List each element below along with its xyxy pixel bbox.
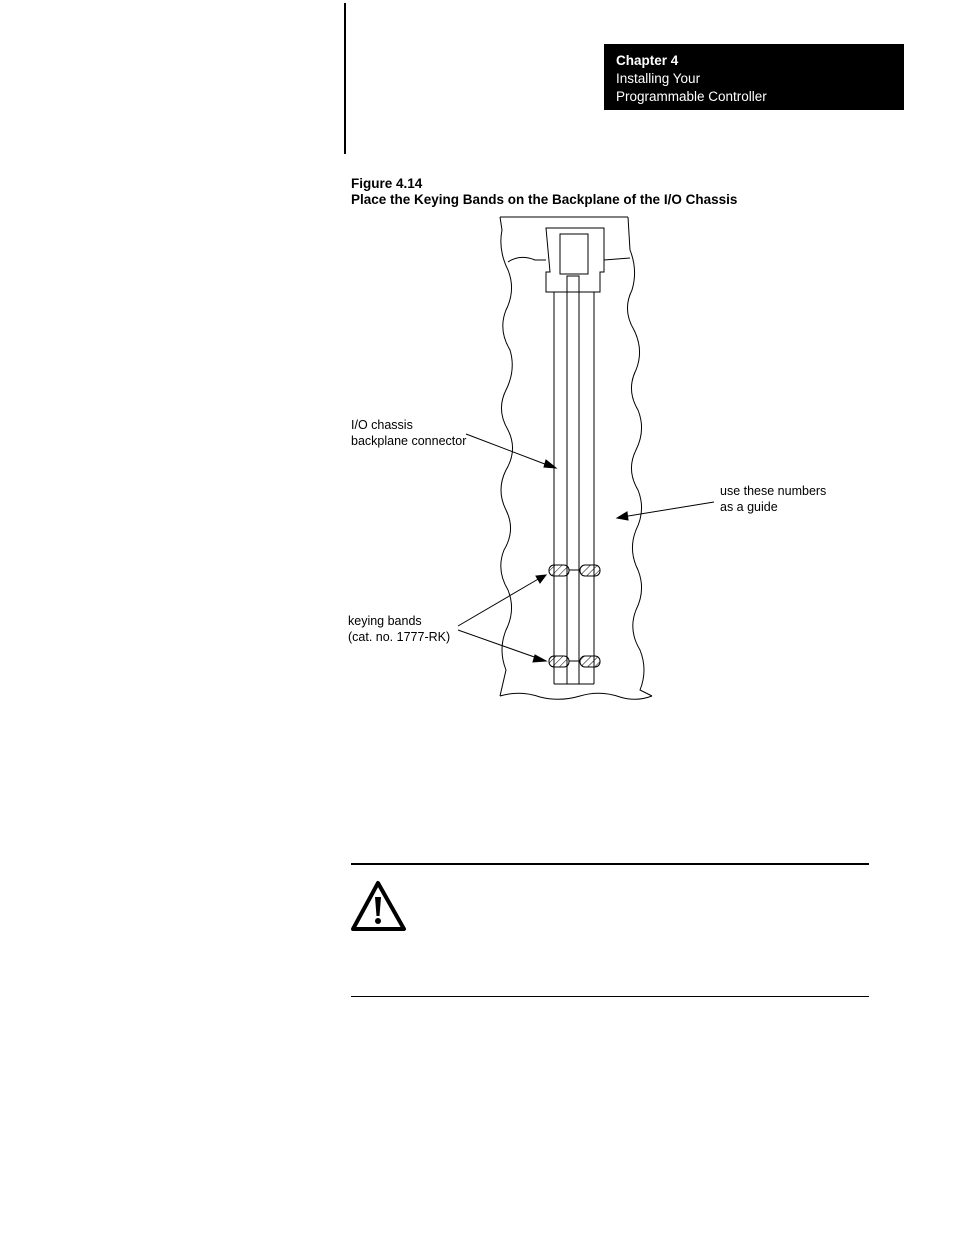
chapter-title-line-2: Programmable Controller: [616, 89, 767, 104]
guide-callout-line-1: use these numbers: [720, 484, 827, 498]
keying-band-upper-right: [580, 565, 600, 576]
bands-leader-lower: [458, 630, 540, 659]
figure-caption: [351, 176, 911, 208]
keying-band-lower-right: [580, 656, 600, 667]
keying-bands-callout-line-2: (cat. no. 1777-RK): [348, 630, 451, 644]
guide-callout-line-2: as a guide: [720, 500, 778, 514]
figure-title: Place the Keying Bands on the Backplane of the I/O Chassis: [351, 192, 738, 207]
margin-rule: [344, 3, 346, 154]
keying-band-lower-left: [549, 656, 569, 667]
right-border: [627, 217, 652, 696]
bands-leader-upper: [458, 578, 540, 626]
chapter-title-line-1: Installing Your: [616, 71, 701, 86]
warning-bottom-rule: [351, 996, 869, 997]
connector-callout-line-1: I/O chassis: [351, 418, 413, 432]
warning-top-rule: [351, 863, 869, 865]
figure-number: Figure 4.14: [351, 176, 423, 191]
keying-bands-callout: [348, 613, 450, 645]
upper-wavy-edge: [508, 257, 546, 262]
guide-leader: [622, 502, 714, 517]
left-border: [500, 217, 513, 696]
guide-callout: [720, 483, 826, 515]
chapter-header-box: [604, 44, 904, 110]
connector-leader: [466, 434, 550, 466]
connector-housing: [546, 228, 604, 292]
keying-band-upper-left: [549, 565, 569, 576]
chapter-number: Chapter 4: [616, 53, 679, 68]
warning-triangle-icon: [351, 880, 407, 932]
bottom-edge: [500, 693, 652, 699]
keying-bands-callout-line-1: keying bands: [348, 614, 422, 628]
connector-callout-line-2: backplane connector: [351, 434, 467, 448]
connector-callout: [351, 417, 466, 449]
